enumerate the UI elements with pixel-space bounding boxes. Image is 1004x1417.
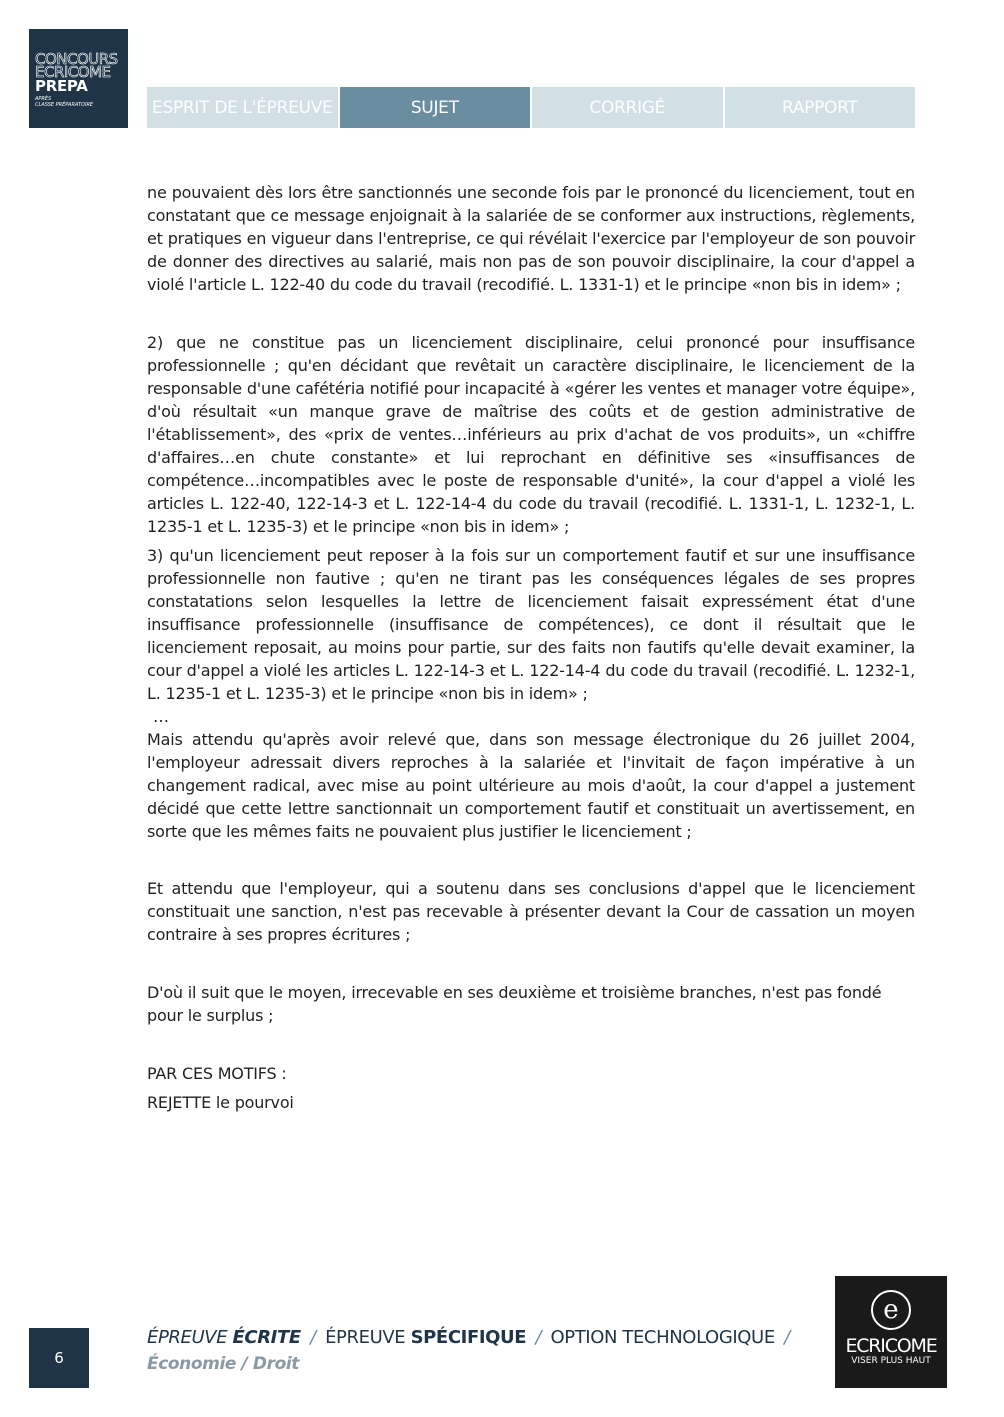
- logo-line-classe: CLASSE PRÉPARATOIRE: [35, 102, 94, 108]
- tab-sujet[interactable]: SUJET: [340, 87, 531, 128]
- paragraph-2: 2) que ne constitue pas un licenciement disciplinaire, celui prononcé pour insuffisance professionnelle ; qu'en décidant que revêtait un caractère disciplinaire, le licenciement de la responsable d'une cafétéria notifié pour incapacité à «gérer les ventes et manager votre équipe», d'où résultait «un manque grave de maîtrise des coûts et de gestion administrative de l'établissement», des «prix de ventes…inférieurs au prix d'achat de vos produits», un «chiffre d'affaires…en chute constante» et lui reprochant en définitive ses «insuffisances de compétence…incompatibles avec le poste de responsable d'unité», la cour d'appel a violé les articles L. 122-40, 122-14-3 et L. 122-14-4 du code du travail (recodifié. L. 1331-1, L. 1232-1, L. 1235-1 et L. 1235-3) et le principe «non bis in idem» ;: [147, 333, 915, 536]
- par-ces-motifs: PAR CES MOTIFS :: [147, 1064, 287, 1083]
- paragraph-5: Et attendu que l'employeur, qui a soutenu dans ses conclusions d'appel que le licenciement constituait une sanction, n'est pas recevable à présenter devant la Cour de cassation un moyen contraire à ses propres écritures ;: [147, 879, 915, 944]
- tab-rapport[interactable]: RAPPORT: [725, 87, 916, 128]
- rejette-le-pourvoi: REJETTE le pourvoi: [147, 1093, 294, 1112]
- exam-title: [147, 1327, 794, 1349]
- ecricome-logo: [835, 1276, 947, 1388]
- paragraph-3: 3) qu'un licenciement peut reposer à la fois sur un comportement fautif et sur une insuffisance professionnelle non fautive ; qu'en ne tirant pas les conséquences légales de ses propres constatations selon lesquelles la lettre de licenciement faisait expressément état d'une insuffisance professionnelle (insuffisance de compétences), ce dont il résultait que le licenciement reposait, au moins pour partie, sur des faits non fautifs qu'elle devait examiner, la cour d'appel a violé les articles L. 122-14-3 et L. 122-14-4 du code du travail (recodifié. L. 1232-1, L. 1235-1 et L. 1235-3) et le principe «non bis in idem» ;: [147, 546, 915, 703]
- ecricome-e-icon: e: [871, 1290, 911, 1330]
- paragraph-4: Mais attendu qu'après avoir relevé que, dans son message électronique du 26 juillet 2004, l'employeur adressait divers reproches à la salariée et l'invitait de façon impérative à un changement radical, avec mise au point ultérieure au mois d'août, la cour d'appel a justement décidé que cette lettre sanctionnait un comportement fautif et constituait un avertissement, en sorte que les mêmes faits ne pouvaient plus justifier le licenciement ;: [147, 730, 915, 841]
- exam-part2-light: ÉPREUVE: [325, 1327, 406, 1348]
- paragraph-1: ne pouvaient dès lors être sanctionnés une seconde fois par le prononcé du licenciement, tout en constatant que ce message enjoignait à la salariée de se conformer aux instructions, règlements, et pratiques en vigueur dans l'entreprise, ce qui révélait l'exercice par l'employeur de son pouvoir de donner des directives au salarié, mais non pas de son pouvoir disciplinaire, la cour d'appel a violé l'article L. 122-40 du code du travail (recodifié. L. 1331-1) et le principe «non bis in idem» ;: [147, 183, 915, 294]
- exam-part2-bold: SPÉCIFIQUE: [410, 1327, 527, 1348]
- logo-line-ecricome: ECRICOME: [35, 63, 111, 81]
- exam-part1-light: ÉPREUVE: [147, 1327, 228, 1348]
- exam-subject: Économie / Droit: [147, 1354, 299, 1374]
- separator-3: /: [784, 1327, 790, 1348]
- ellipsis: …: [153, 707, 169, 726]
- brand-tagline: VISER PLUS HAUT: [851, 1356, 931, 1366]
- tab-corrige[interactable]: CORRIGÉ: [532, 87, 723, 128]
- logo-line-concours: CONCOURS: [35, 50, 118, 68]
- exam-part3: OPTION TECHNOLOGIQUE: [550, 1327, 775, 1348]
- concours-logo: [29, 29, 128, 128]
- page-number: 6: [29, 1328, 89, 1388]
- separator-2: /: [535, 1327, 542, 1348]
- separator-1: /: [310, 1327, 316, 1348]
- exam-part1-bold: ÉCRITE: [232, 1327, 301, 1348]
- logo-line-apres: APRÈS: [35, 96, 52, 102]
- section-tabs: [147, 87, 915, 128]
- document-body: [147, 181, 915, 1114]
- brand-name: ECRICOME: [845, 1335, 937, 1357]
- logo-line-prepa: PREPA: [35, 77, 88, 95]
- paragraph-6: D'où il suit que le moyen, irrecevable en ses deuxième et troisième branches, n'est pas fondé pour le surplus ;: [147, 983, 882, 1025]
- tab-esprit[interactable]: ESPRIT DE L'ÉPREUVE: [147, 87, 338, 128]
